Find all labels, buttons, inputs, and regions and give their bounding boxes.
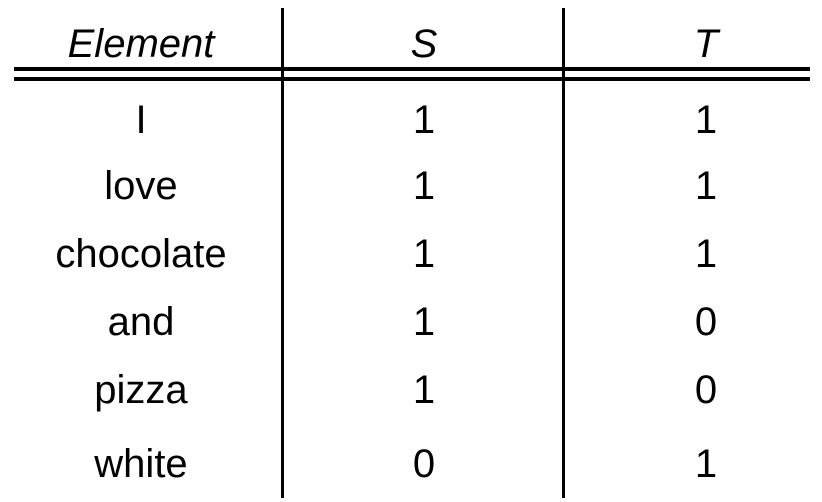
table-cell-element: love: [104, 164, 178, 208]
table-cell-t: 1: [694, 442, 718, 486]
table-cell-s: 1: [412, 232, 436, 276]
table-cell-element: I: [135, 98, 147, 142]
header-t: T: [693, 22, 719, 66]
table-cell-element: pizza: [94, 368, 188, 412]
table-cell-s: 1: [412, 300, 436, 344]
table-cell-s: 0: [412, 442, 436, 486]
table-cell-s: 1: [412, 368, 436, 412]
table-cell-s: 1: [412, 164, 436, 208]
header-s: S: [410, 22, 438, 66]
header-element: Element: [67, 22, 215, 66]
table-cell-t: 1: [694, 232, 718, 276]
table-cell-s: 1: [412, 98, 436, 142]
header-rule-bottom: [14, 77, 810, 81]
table-cell-t: 0: [694, 368, 718, 412]
table-cell-t: 1: [694, 98, 718, 142]
table-cell-t: 1: [694, 164, 718, 208]
table-cell-element: white: [94, 442, 188, 486]
table-cell-element: and: [107, 300, 175, 344]
table-cell-element: chocolate: [55, 232, 227, 276]
table-cell-t: 0: [694, 300, 718, 344]
